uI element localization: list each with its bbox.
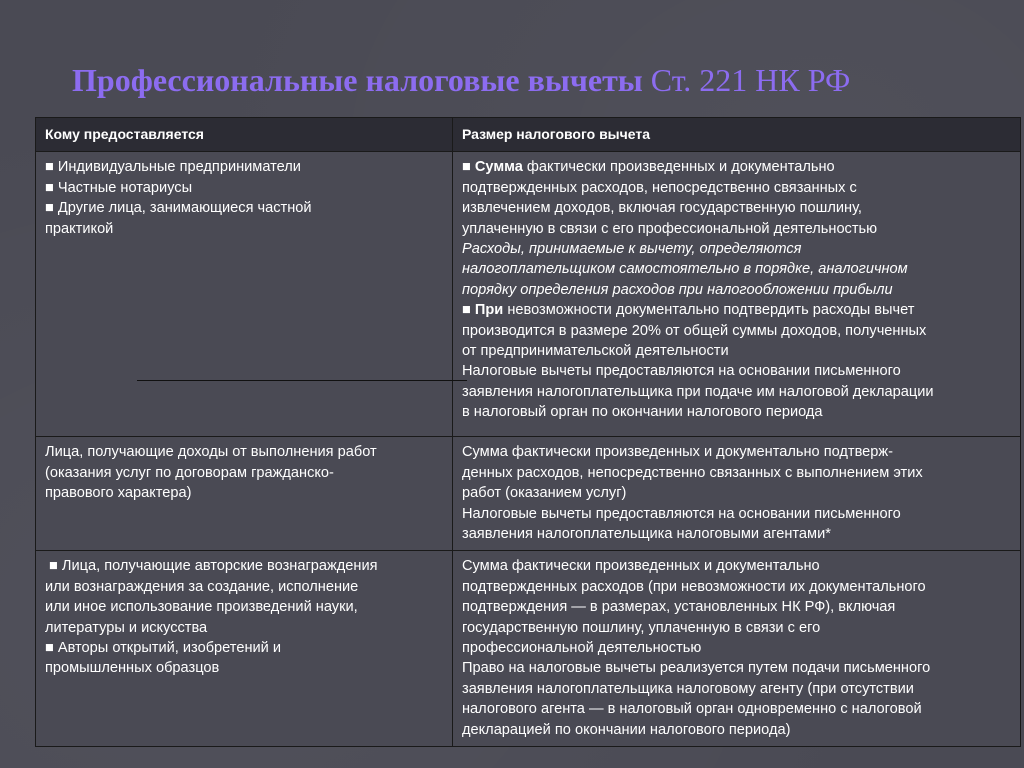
list-item: ■ Индивидуальные предприниматели bbox=[45, 159, 301, 176]
text-line: правового характера) bbox=[45, 485, 192, 502]
text-line: заявления налогоплательщика при подаче им налоговой декларации bbox=[462, 383, 934, 400]
list-item: ■ Частные нотариусы bbox=[45, 179, 193, 196]
text-line: подтверждения — в размерах, установленных НК РФ), включая bbox=[462, 599, 896, 616]
deductions-table bbox=[35, 117, 1021, 747]
text-line: (оказания услуг по договорам гражданско- bbox=[45, 464, 334, 481]
bullet: ■ bbox=[462, 302, 475, 319]
text-line: работ (оказанием услуг) bbox=[462, 485, 627, 502]
divider-line bbox=[137, 380, 467, 381]
row2-recipient-cell bbox=[36, 437, 453, 551]
text-line: извлечением доходов, включая государственную пошлину, bbox=[462, 200, 862, 217]
text-line: Налоговые вычеты предоставляются на основании письменного bbox=[462, 363, 901, 380]
header-deduction-size: Размер налогового вычета bbox=[453, 118, 1021, 152]
text-line: подтвержденных расходов (при невозможности их документального bbox=[462, 578, 926, 595]
text-line: литературы и искусства bbox=[45, 619, 208, 636]
title-article: Ст. 221 НК РФ bbox=[650, 62, 851, 98]
text-line: Лица, получающие доходы от выполнения работ bbox=[45, 444, 377, 461]
text-line: профессиональной деятельностью bbox=[462, 640, 702, 657]
text-line bbox=[462, 300, 1011, 320]
table-row bbox=[36, 437, 1021, 551]
bold-term-if: При bbox=[474, 302, 504, 319]
text-line: денных расходов, непосредственно связанных с выполнением этих bbox=[462, 464, 923, 481]
text-line bbox=[462, 157, 1011, 177]
text-line: производится в размере 20% от общей суммы доходов, полученных bbox=[462, 322, 927, 339]
text-line: налогового агента — в налоговый орган одновременно с налоговой bbox=[462, 701, 922, 718]
text-line: заявления налогоплательщика налоговыми агентами* bbox=[462, 526, 831, 543]
row2-deduction-cell bbox=[453, 437, 1021, 551]
table-row bbox=[36, 152, 1021, 437]
text-fragment: фактически произведенных и документально bbox=[522, 159, 835, 176]
header-recipient: Кому предоставляется bbox=[36, 118, 453, 152]
text-line: декларацией по окончании налогового периода) bbox=[462, 721, 791, 738]
text-line: промышленных образцов bbox=[45, 660, 220, 677]
text-line: подтвержденных расходов, непосредственно связанных с bbox=[462, 179, 857, 196]
text-line: Сумма фактически произведенных и документально подтверж- bbox=[462, 444, 894, 461]
text-line: государственную пошлину, уплаченную в связи с его bbox=[462, 619, 821, 636]
list-item: ■ Другие лица, занимающиеся частной bbox=[45, 200, 312, 217]
text-line: заявления налогоплательщика налоговому агенту (при отсутствии bbox=[462, 680, 914, 697]
list-item: ■ Авторы открытий, изобретений и bbox=[45, 640, 282, 657]
row3-deduction-cell bbox=[453, 551, 1021, 747]
title-main: Профессиональные налоговые вычеты bbox=[72, 62, 643, 98]
row3-recipient-cell bbox=[36, 551, 453, 747]
list-item: практикой bbox=[45, 220, 114, 237]
text-line: в налоговый орган по окончании налогового периода bbox=[462, 404, 823, 421]
table-row bbox=[36, 551, 1021, 747]
text-fragment: невозможности документально подтвердить расходы вычет bbox=[503, 302, 915, 319]
list-item: ■ Лица, получающие авторские вознаграждения bbox=[45, 558, 378, 575]
text-line: Сумма фактически произведенных и документально bbox=[462, 558, 820, 575]
italic-note-line: налогоплательщиком самостоятельно в порядке, аналогичном bbox=[462, 261, 908, 278]
text-line: или вознаграждения за создание, исполнение bbox=[45, 578, 359, 595]
page-title bbox=[72, 62, 850, 99]
row1-deduction-cell bbox=[453, 152, 1021, 437]
italic-note-line: порядку определения расходов при налогообложении прибыли bbox=[462, 281, 893, 298]
table-header-row bbox=[36, 118, 1021, 152]
row1-recipient-cell bbox=[36, 152, 453, 437]
bold-term-sum: Сумма bbox=[474, 159, 523, 176]
italic-note-line: Расходы, принимаемые к вычету, определяются bbox=[462, 241, 802, 258]
text-line: от предпринимательской деятельности bbox=[462, 343, 729, 360]
text-line: уплаченную в связи с его профессиональной деятельностью bbox=[462, 220, 878, 237]
bullet: ■ bbox=[462, 159, 475, 176]
text-line: Право на налоговые вычеты реализуется путем подачи письменного bbox=[462, 660, 931, 677]
text-line: или иное использование произведений науки, bbox=[45, 599, 358, 616]
text-line: Налоговые вычеты предоставляются на основании письменного bbox=[462, 505, 901, 522]
